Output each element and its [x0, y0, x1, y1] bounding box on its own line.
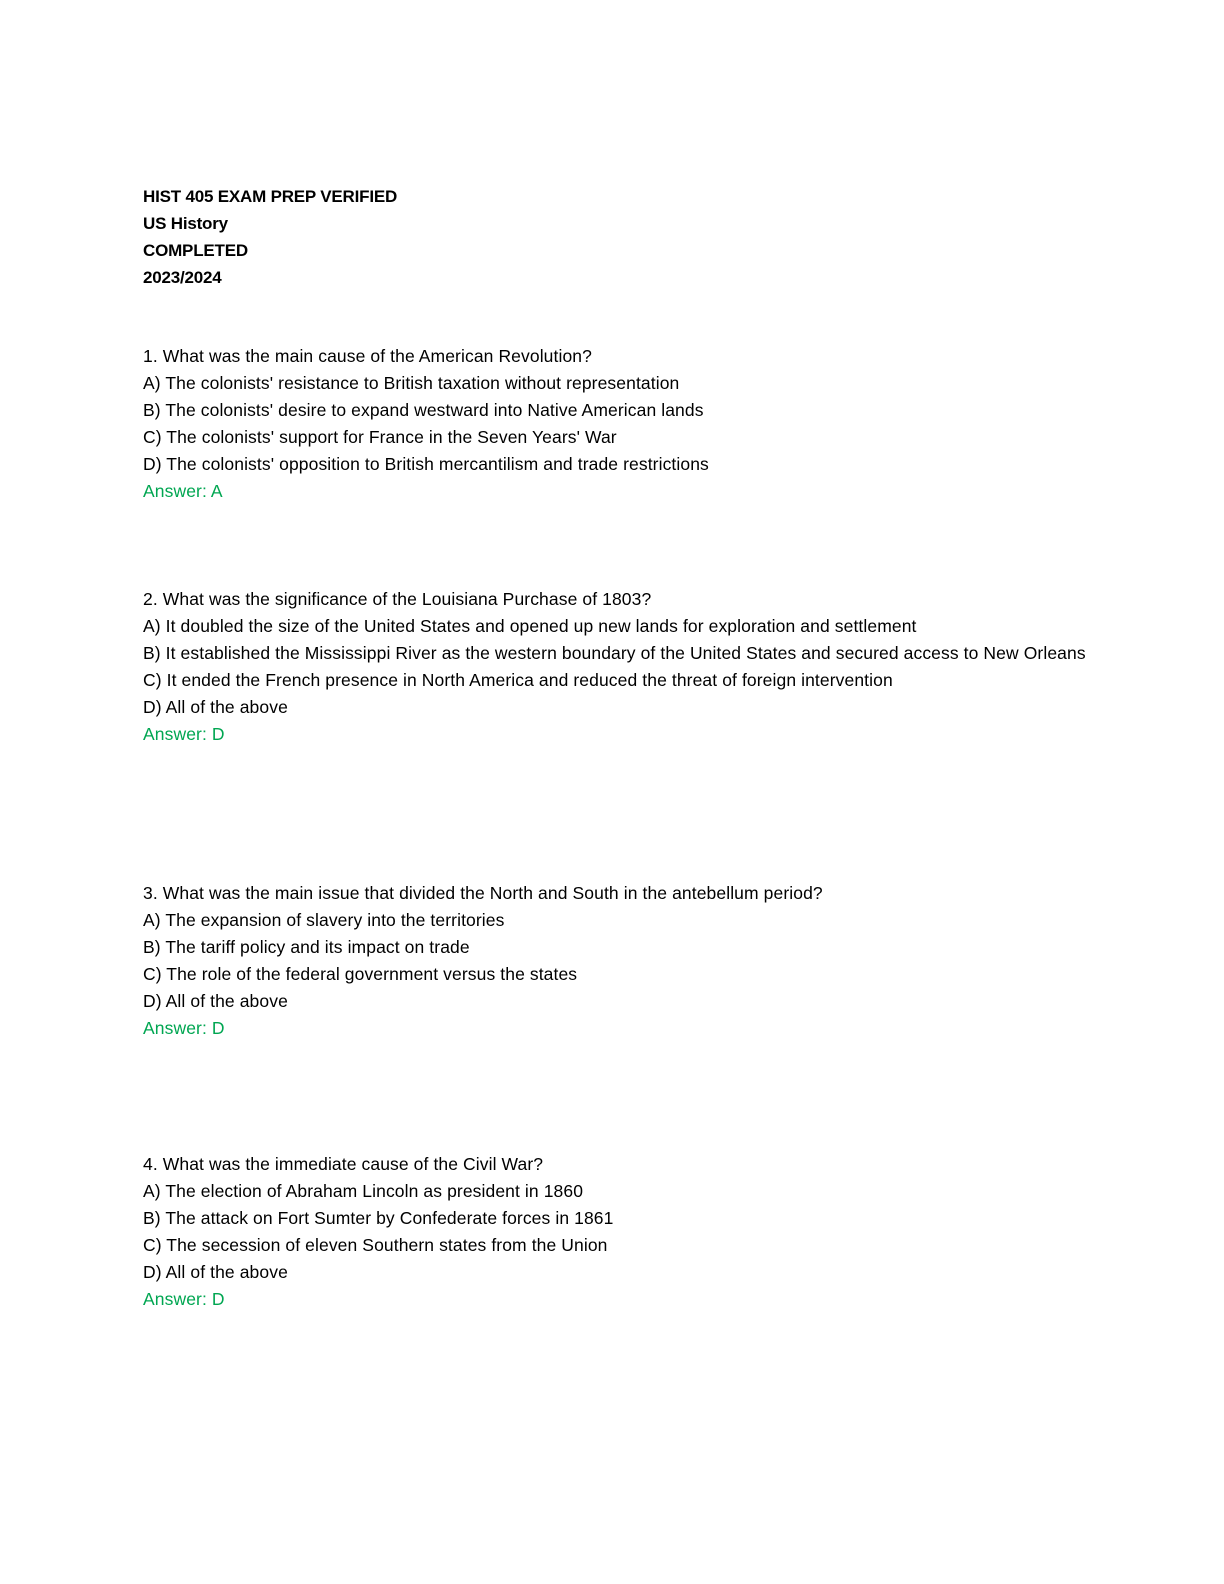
answer-text: Answer: D [143, 724, 225, 744]
option-d: D) All of the above [143, 1262, 288, 1282]
document-status: COMPLETED [143, 241, 248, 260]
document-title: HIST 405 EXAM PREP VERIFIED [143, 187, 398, 206]
question-text: 2. What was the significance of the Louisiana Purchase of 1803? [143, 589, 652, 609]
option-a: A) The colonists' resistance to British taxation without representation [143, 373, 680, 393]
option-b: B) The tariff policy and its impact on trade [143, 937, 470, 957]
question-block-4 [143, 1151, 1103, 1313]
question-block-2 [143, 586, 1103, 748]
question-block-1 [143, 343, 1103, 505]
question-text: 1. What was the main cause of the American Revolution? [143, 346, 592, 366]
answer-text: Answer: A [143, 481, 223, 501]
option-a: A) The election of Abraham Lincoln as president in 1860 [143, 1181, 584, 1201]
option-b: B) The attack on Fort Sumter by Confederate forces in 1861 [143, 1208, 614, 1228]
option-a: A) The expansion of slavery into the territories [143, 910, 505, 930]
document-header [143, 183, 1103, 291]
option-c: C) The role of the federal government versus the states [143, 964, 578, 984]
option-d: D) All of the above [143, 697, 288, 717]
answer-text: Answer: D [143, 1018, 225, 1038]
document-year: 2023/2024 [143, 268, 222, 287]
option-c: C) It ended the French presence in North America and reduced the threat of foreign intervention [143, 670, 893, 690]
question-text: 3. What was the main issue that divided the North and South in the antebellum period? [143, 883, 823, 903]
option-b: B) The colonists' desire to expand westward into Native American lands [143, 400, 704, 420]
option-b: B) It established the Mississippi River as the western boundary of the United States and secured access to New Orleans [143, 643, 1086, 663]
option-d: D) The colonists' opposition to British mercantilism and trade restrictions [143, 454, 709, 474]
question-text: 4. What was the immediate cause of the Civil War? [143, 1154, 544, 1174]
option-d: D) All of the above [143, 991, 288, 1011]
document-subject: US History [143, 214, 228, 233]
question-block-3 [143, 880, 1103, 1042]
option-a: A) It doubled the size of the United States and opened up new lands for exploration and settlement [143, 616, 917, 636]
option-c: C) The secession of eleven Southern states from the Union [143, 1235, 608, 1255]
answer-text: Answer: D [143, 1289, 225, 1309]
option-c: C) The colonists' support for France in the Seven Years' War [143, 427, 617, 447]
